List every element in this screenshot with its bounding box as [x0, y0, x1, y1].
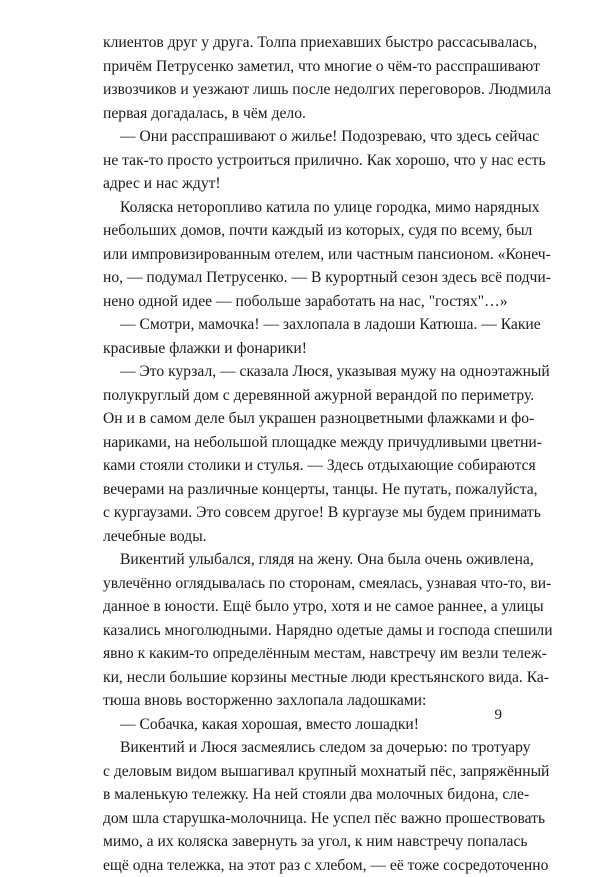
text-line: извозчиков и уезжают лишь после недолгих переговоров. Людмила: [103, 78, 497, 102]
text-line: ками стояли столики и стулья. — Здесь отдыхающие собираются: [103, 454, 497, 478]
text-line: клиентов друг у друга. Толпа приехавших быстро рассасывалась,: [103, 31, 497, 55]
text-line: небольших домов, почти каждый из которых, судя по всему, был: [103, 219, 497, 243]
text-line: увлечённо оглядывалась по сторонам, смеялась, узнавая что-то, ви-: [103, 572, 497, 596]
text-line: причём Петрусенко заметил, что многие о чём-то расспрашивают: [103, 55, 497, 79]
text-line: — Они расспрашивают о жилье! Подозреваю, что здесь сейчас: [103, 125, 497, 149]
text-line: Викентий улыбался, глядя на жену. Она была очень оживлена,: [103, 548, 497, 572]
text-line: первая догадалась, в чём дело.: [103, 102, 497, 126]
text-line: не так-то просто устроиться прилично. Как хорошо, что у нас есть: [103, 149, 497, 173]
text-line: с кургаузами. Это совсем другое! В кургаузе мы будем принимать: [103, 501, 497, 525]
text-line: ки, несли большие корзины местные люди крестьянского вида. Ка-: [103, 666, 497, 690]
text-line: Он и в самом деле был украшен разноцветными флажками и фо-: [103, 407, 497, 431]
text-line: — Это курзал, — сказала Люся, указывая мужу на одноэтажный: [103, 360, 497, 384]
text-line: дом шла старушка-молочница. Не успел пёс важно прошествовать: [103, 807, 497, 831]
text-line: красивые флажки и фонарики!: [103, 337, 497, 361]
text-line: нено одной идее — побольше заработать на нас, "гостях"…»: [103, 290, 497, 314]
text-line: адрес и нас ждут!: [103, 172, 497, 196]
text-line: ещё одна тележка, на этот раз с хлебом, — её тоже сосредоточенно: [103, 854, 497, 877]
text-line: явно к каким-то определённым местам, навстречу им везли тележ-: [103, 642, 497, 666]
text-line: Викентий и Люся засмеялись следом за дочерью: по тротуару: [103, 736, 497, 760]
text-line: вечерами на различные концерты, танцы. Не путать, пожалуйста,: [103, 478, 497, 502]
text-line: — Собачка, какая хорошая, вместо лошадки!: [103, 713, 497, 737]
page-text: [103, 31, 497, 877]
text-line: полукруглый дом с деревянной ажурной верандой по периметру.: [103, 384, 497, 408]
text-line: казались многолюдными. Нарядно одетые дамы и господа спешили: [103, 619, 497, 643]
text-line: мимо, а их коляска завернуть за угол, к ним навстречу попалась: [103, 830, 497, 854]
page-number: 9: [482, 706, 502, 724]
text-line: в маленькую тележку. На ней стояли два молочных бидона, сле-: [103, 783, 497, 807]
text-line: — Смотри, мамочка! — захлопала в ладоши Катюша. — Какие: [103, 313, 497, 337]
text-line: или импровизированным отелем, или частным пансионом. «Конеч-: [103, 243, 497, 267]
text-line: лечебные воды.: [103, 525, 497, 549]
text-line: Коляска неторопливо катила по улице городка, мимо нарядных: [103, 196, 497, 220]
text-line: данное в юности. Ещё было утро, хотя и не самое раннее, а улицы: [103, 595, 497, 619]
text-line: но, — подумал Петрусенко. — В курортный сезон здесь всё подчи-: [103, 266, 497, 290]
text-line: тюша вновь восторженно захлопала ладошками:: [103, 689, 497, 713]
text-line: нариками, на небольшой площадке между причудливыми цветни-: [103, 431, 497, 455]
text-line: с деловым видом вышагивал крупный мохнатый пёс, запряжённый: [103, 760, 497, 784]
